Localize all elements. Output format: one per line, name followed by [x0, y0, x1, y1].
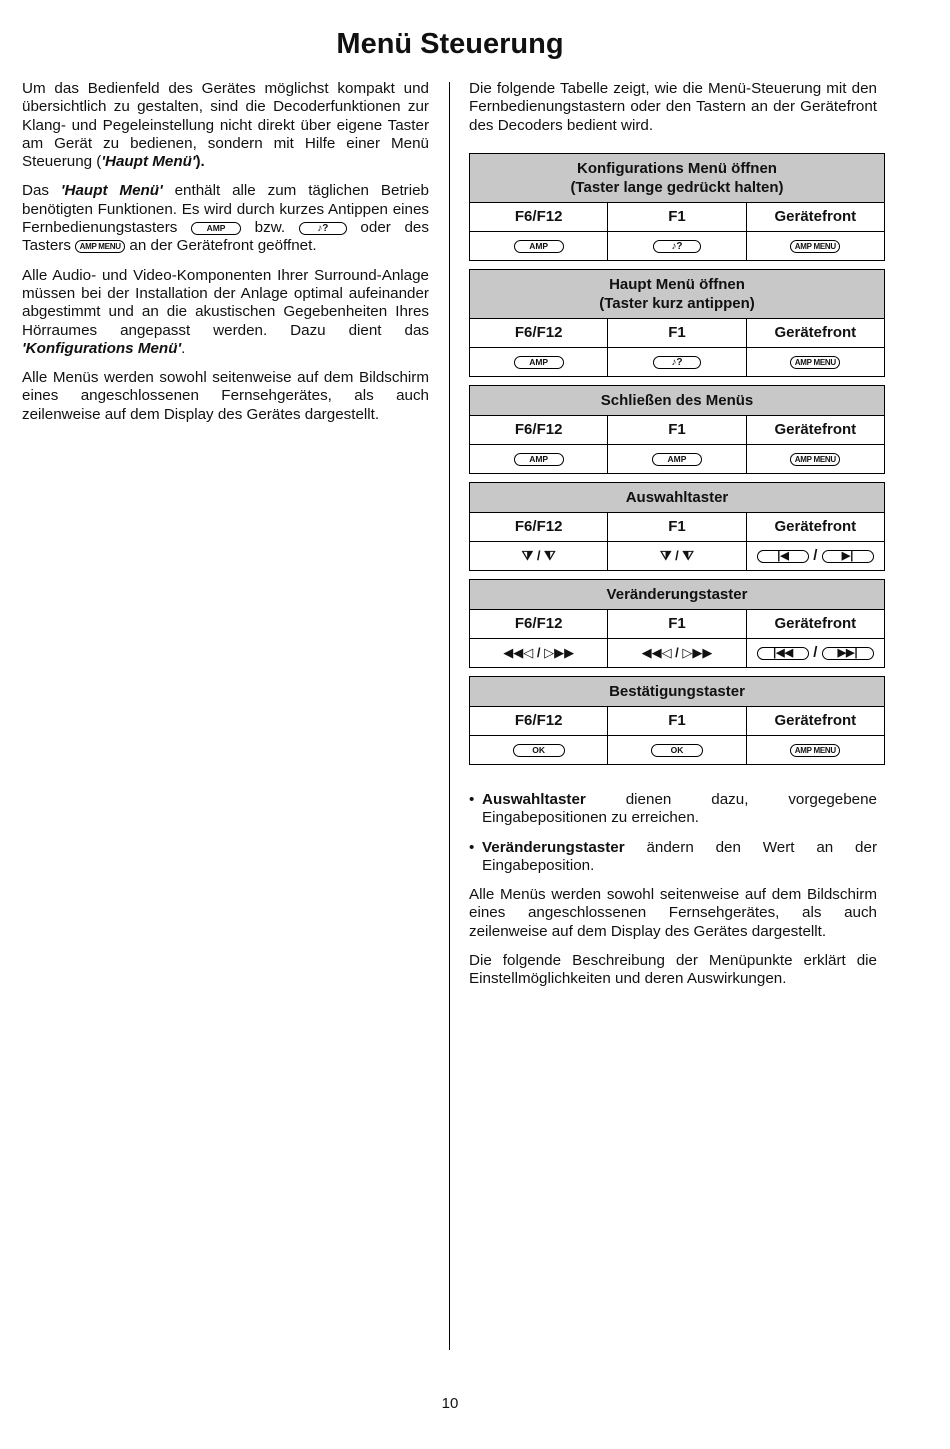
bullet-list: [469, 791, 877, 875]
amp-menu-button-icon: AMP MENU: [790, 356, 840, 369]
amp-menu-button-icon: AMP MENU: [790, 744, 840, 757]
col-header-front: Gerätefront: [774, 421, 857, 438]
amp-button-icon: AMP: [514, 356, 564, 369]
list-item: • Veränderungstaster ändern den Wert an der Eingabeposition.: [469, 838, 877, 874]
table-heading: Bestätigungstaster: [470, 677, 884, 707]
col-header-front: Gerätefront: [774, 518, 857, 535]
table-heading: Haupt Menü öffnen (Taster kurz antippen): [470, 270, 884, 319]
left-column: [22, 80, 429, 435]
display-paragraph: Alle Menüs werden sowohl seitenweise auf dem Bildschirm eines angeschlossenen Fernsehgerätes, als auch zeilenweise auf dem Display des Gerätes dargestellt.: [22, 369, 429, 423]
intro-paragraph: Um das Bedienfeld des Gerätes möglichst kompakt und übersichtlich zu gestalten, sind die Decoderfunktionen zur Klang- und Pegeleinstellung nicht direkt über eigene Taster am Gerät zu bedienen, sondern mit Hilfe einer Menü Steuerung ('Haupt Menü').: [22, 80, 429, 171]
amp-button-icon: AMP: [514, 240, 564, 253]
volume-arrows-icon: ◀◀◁ / ▷▶▶: [470, 639, 608, 667]
select-arrows-icon: ⧩ / ⧨: [608, 542, 746, 570]
column-divider: [449, 82, 450, 1350]
table-heading: Auswahltaster: [470, 483, 884, 513]
col-header-f6: F6/F12: [470, 319, 608, 347]
haupt-menu-paragraph: Das 'Haupt Menü' enthält alle zum täglichen Betrieb benötigten Funktionen. Es wird durch kurzes Antippen eines Fernbedienungstasters AMP bzw. ♪? oder des Tasters AMP MENU an der Gerätefront geöffnet.: [22, 182, 429, 255]
col-header-front: Gerätefront: [774, 324, 857, 341]
col-header-f1: F1: [608, 707, 746, 735]
col-header-f1: F1: [608, 319, 746, 347]
amp-menu-button-icon: AMP MENU: [790, 453, 840, 466]
table-heading: Veränderungstaster: [470, 580, 884, 610]
f1-button-icon: ♪?: [299, 222, 347, 235]
menu-tables: [469, 153, 885, 773]
description-paragraph: Die folgende Beschreibung der Menüpunkte erklärt die Einstellmöglichkeiten und deren Auswirkungen.: [469, 952, 877, 988]
ok-button-icon: OK: [651, 744, 703, 757]
fast-forward-button-icon: ▶▶|: [822, 647, 874, 660]
ok-button-icon: OK: [513, 744, 565, 757]
amp-button-icon: AMP: [514, 453, 564, 466]
display-paragraph: Alle Menüs werden sowohl seitenweise auf dem Bildschirm eines angeschlossenen Fernsehgerätes, als auch zeilenweise auf dem Display des Gerätes dargestellt.: [469, 886, 877, 940]
right-column: [469, 80, 877, 146]
table-veraenderungstaster: Veränderungstaster F6/F12 F1 Gerätefront ◀◀◁ / ▷▶▶ ◀◀◁ / ▷▶▶ |◀◀ / ▶▶|: [469, 579, 885, 668]
col-header-f6: F6/F12: [470, 513, 608, 541]
table-konfigurations-menu: [469, 153, 885, 261]
table-schliessen: [469, 385, 885, 474]
lower-text: [469, 791, 877, 1000]
col-header-f6: F6/F12: [470, 416, 608, 444]
page-title: Menü Steuerung: [336, 28, 564, 60]
amp-menu-button-icon: AMP MENU: [75, 240, 125, 253]
table-heading: Schließen des Menüs: [470, 386, 884, 416]
table-intro: Die folgende Tabelle zeigt, wie die Menü-Steuerung mit den Fernbedienungstastern oder den Tastern an der Gerätefront des Decoders bedient wird.: [469, 80, 877, 134]
volume-arrows-icon: ◀◀◁ / ▷▶▶: [608, 639, 746, 667]
konfig-paragraph: Alle Audio- und Video-Komponenten Ihrer Surround-Anlage müssen bei der Installation der Anlage optimal aufeinander abgestimmt und an die akustischen Gegebenheiten Ihres Hörraumes angepasst werden. Dazu dient das 'Konfigurations Menü'.: [22, 266, 429, 357]
list-item: • Auswahltaster dienen dazu, vorgegebene Eingabepositionen zu erreichen.: [469, 791, 877, 827]
amp-button-icon: AMP: [652, 453, 702, 466]
f1-button-icon: ♪?: [653, 356, 701, 369]
col-header-front: Gerätefront: [774, 712, 857, 729]
col-header-f1: F1: [608, 610, 746, 638]
col-header-f1: F1: [608, 513, 746, 541]
col-header-front: Gerätefront: [774, 615, 857, 632]
f1-button-icon: ♪?: [653, 240, 701, 253]
col-header-f1: F1: [608, 203, 746, 231]
table-auswahltaster: Auswahltaster F6/F12 F1 Gerätefront ⧩ / ⧨ ⧩ / ⧨ |◀ / ▶|: [469, 482, 885, 571]
rewind-button-icon: |◀◀: [757, 647, 809, 660]
skip-back-button-icon: |◀: [757, 550, 809, 563]
table-heading: Konfigurations Menü öffnen (Taster lange gedrückt halten): [470, 154, 884, 203]
skip-forward-button-icon: ▶|: [822, 550, 874, 563]
amp-button-icon: AMP: [191, 222, 241, 235]
page-number: 10: [441, 1395, 459, 1412]
select-arrows-icon: ⧩ / ⧨: [470, 542, 608, 570]
table-bestaetigungstaster: [469, 676, 885, 765]
col-header-front: Gerätefront: [774, 208, 857, 225]
table-haupt-menu: [469, 269, 885, 377]
col-header-f6: F6/F12: [470, 707, 608, 735]
col-header-f6: F6/F12: [470, 203, 608, 231]
amp-menu-button-icon: AMP MENU: [790, 240, 840, 253]
col-header-f6: F6/F12: [470, 610, 608, 638]
col-header-f1: F1: [608, 416, 746, 444]
